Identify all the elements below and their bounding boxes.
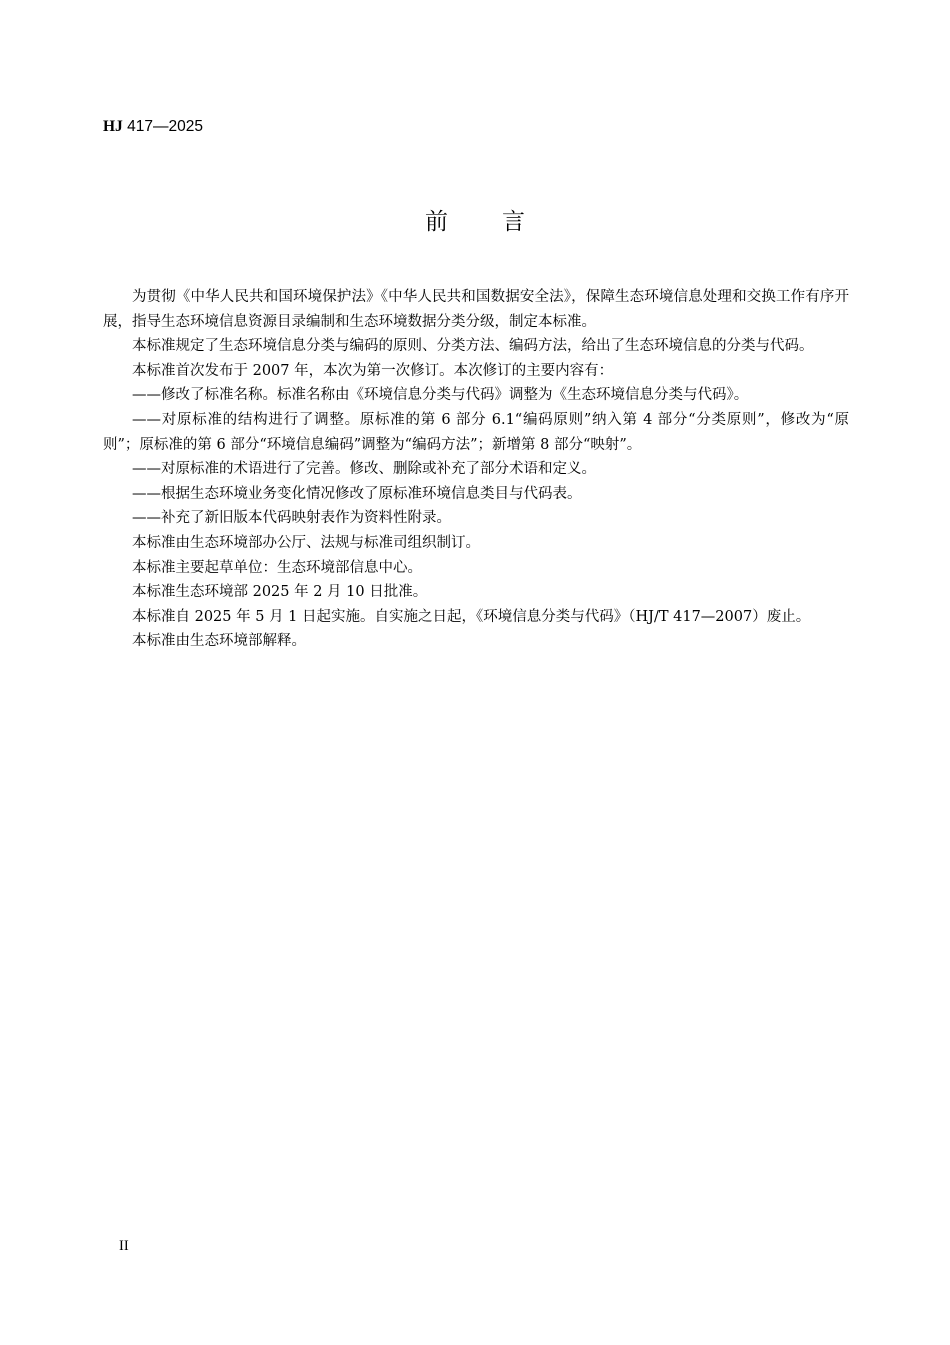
- change-item-mapping: ——补充了新旧版本代码映射表作为资料性附录。: [132, 510, 451, 527]
- change-item-name: ——修改了标准名称。标准名称由《环境信息分类与代码》调整为《生态环境信息分类与代码》。: [132, 387, 749, 404]
- change-item-terms: ——对原标准的术语进行了完善。修改、删除或补充了部分术语和定义。: [132, 461, 596, 478]
- paragraph-approval: 本标准生态环境部 2025 年 2 月 10 日批准。: [132, 584, 428, 601]
- paragraph-organizer: 本标准由生态环境部办公厅、法规与标准司组织制订。: [132, 534, 480, 551]
- change-item-codes: ——根据生态环境业务变化情况修改了原标准环境信息类目与代码表。: [132, 485, 582, 502]
- paragraph-purpose: 为贯彻《中华人民共和国环境保护法》《中华人民共和国数据安全法》，保障生态环境信息处理和交换工作有序开展，指导生态环境信息资源目录编制和生态环境数据分类分级，制定本标准。: [103, 289, 849, 330]
- standard-code: [103, 117, 203, 137]
- paragraph-effective: 本标准自 2025 年 5 月 1 日起实施。自实施之日起，《环境信息分类与代码》（HJ/T 417—2007）废止。: [132, 608, 811, 625]
- change-item-structure: ——对原标准的结构进行了调整。原标准的第 6 部分 6.1“编码原则”纳入第 4 部分“分类原则”，修改为“原则”；原标准的第 6 部分“环境信息编码”调整为“编码方法”；新增第 8 部分“映射”。: [103, 411, 849, 453]
- page-number: II: [119, 1238, 129, 1254]
- paragraph-interpretation: 本标准由生态环境部解释。: [132, 633, 306, 650]
- foreword-body: [103, 285, 849, 654]
- paragraph-scope: 本标准规定了生态环境信息分类与编码的原则、分类方法、编码方法，给出了生态环境信息的分类与代码。: [132, 338, 814, 355]
- paragraph-history: 本标准首次发布于 2007 年，本次为第一次修订。本次修订的主要内容有：: [132, 362, 614, 379]
- paragraph-drafter: 本标准主要起草单位：生态环境部信息中心。: [132, 559, 422, 576]
- page-title: 前言: [425, 209, 579, 235]
- standard-prefix: HJ: [103, 118, 123, 135]
- standard-number: 417—2025: [122, 118, 203, 135]
